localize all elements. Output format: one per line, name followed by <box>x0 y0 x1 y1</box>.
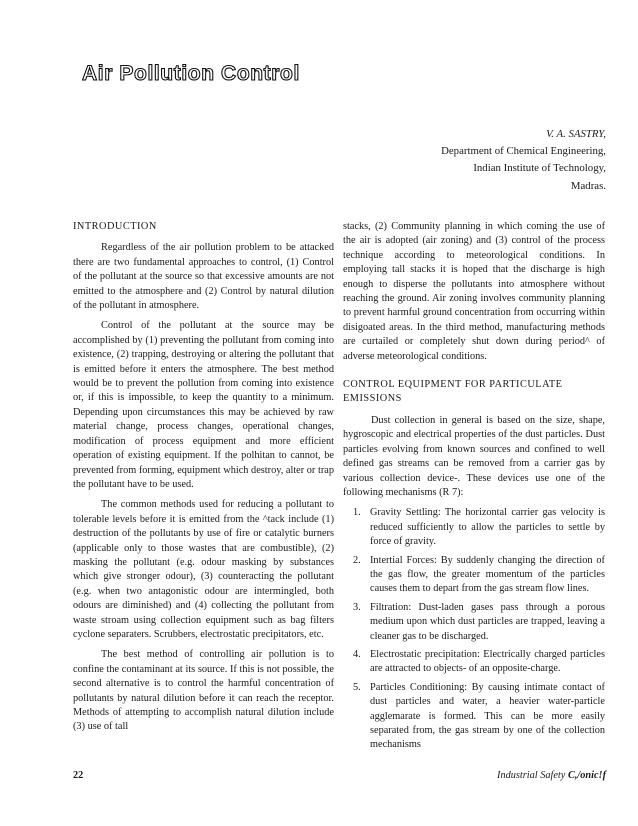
list-item <box>343 506 605 549</box>
list-text: Particles Conditioning: By causing intimate contact of dust particles and water, a heavier water-particle agglemarate is formed. This can be more easily separated from, the gas stream by one of the collection mechanisms <box>370 681 605 751</box>
right-column <box>343 220 605 757</box>
author-affiliation <box>286 126 606 195</box>
list-number: 2. <box>353 554 361 566</box>
list-text: Intertial Forces: By suddenly changing the direction of the gas flow, the greater momentum of the particles causes them to depart from the gas stream flow lines. <box>370 554 605 595</box>
author-institute: Indian Institute of Technology, <box>473 162 606 175</box>
paragraph: stacks, (2) Community planning in which coming the use of the air is adopted (air zoning) and (3) control of the process technique according to meteorological conditions. In employing tall stacks it is hoped that the discharge is high enough to disperse the pollutants into atmosphere without reaching the ground. Air zoning involves community planning to prevent harmful ground concentration from occurring within disigoated areas. In the third method, manufacturing methods are curtailed or completely shut down during period^ of adverse meteorological conditions. <box>343 221 605 362</box>
heading-line: CONTROL EQUIPMENT FOR PARTICULATE <box>343 379 563 391</box>
list-number: 1. <box>353 507 361 519</box>
paragraph: The common methods used for reducing a pollutant to tolerable levels before it is emitted from the ^tack include (1) destruction of the pollutants by use of fire or catalytic burners (applicable only to those wastes that are combustible), (2) masking the pollutant (e.g. odour masking by substances which give stronger odour), (3) counteracting the pollutant (e.g. when two antagonistic odour are intermingled, both odours are diminished) and (4) collecting the pollutant from waste stroam using collection equipment such as bag filters cyclone separaters. Scrubbers, electrostatic precipitators, etc. <box>73 499 334 640</box>
list-text: Electrostatic precipitation: Electrically charged particles are attracted to objects- of an opposite-charge. <box>370 648 605 675</box>
mechanism-list <box>343 506 605 753</box>
list-item <box>343 681 605 753</box>
page-number: 22 <box>73 770 84 781</box>
journal-name <box>497 770 606 781</box>
paragraph: Control of the pollutant at the source may be accomplished by (1) preventing the pollutant from coming into existence, (2) trapping, destroying or altering the pollutant that is emitted before it enters the atmosphere. The best method would be to prevent the pollution from coming into existence or, if this is impossible, to keep the quantity to a minimum. Depending upon circumstances this may be achieved by raw material change, process changes, operational changes, modification of process equipment and more efficient operation of existing equipment. If the polhitan to cannot, be prevented from forming, equipment which destroy, alter or trap the pollutant have to be used. <box>73 320 334 490</box>
paragraph: Regardless of the air pollution problem to be attacked there are two fundamental approaches to control, (1) Control of the pollutant at the source so that excessive amounts are not emitted to the atmosphere and (2) Control by natural dilution of the pollutant in atmosphere. <box>73 242 334 312</box>
author-department: Department of Chemical Engineering, <box>441 145 606 158</box>
section-heading-introduction: INTRODUCTION <box>73 221 157 232</box>
left-column <box>73 220 334 741</box>
journal-issue: C,/onic!f <box>567 770 606 781</box>
list-item <box>343 648 605 677</box>
article-title: Air Pollution Control <box>82 62 300 85</box>
journal-title: Industrial Safety <box>497 770 566 781</box>
list-number: 4. <box>353 648 361 660</box>
list-item <box>343 601 605 644</box>
heading-line: EMISSIONS <box>343 393 402 405</box>
list-number: 5. <box>353 681 361 693</box>
paragraph: The best method of controlling air pollution is to confine the contaminant at its source. If this is not possible, the second alternative is to control the harmful concentration of pollutants by natural dilution before it can reach the receptor. Methods of attempting to accomplish natural dilution include (3) use of tall <box>73 649 334 733</box>
paragraph: Dust collection in general is based on the size, shape, hygroscopic and electrical properties of the dust particles. Dust particles evolving from known sources and confined to well defined gas streams can be removed from a carrier gas by various collection device-. These devices use one of the following mechanisms (R 7): <box>343 414 605 498</box>
section-heading-control-equipment <box>343 378 605 407</box>
author-name: V. A. SASTRY, <box>546 128 606 140</box>
author-city: Madras. <box>570 179 606 192</box>
list-text: Filtration: Dust-laden gases pass through a porous medium upon which dust particles are trapped, leaving a cleaner gas to be discharged. <box>370 601 605 642</box>
list-item <box>343 554 605 597</box>
list-text: Gravity Settling: The horizontal carrier gas velocity is reduced sufficiently to allow the particles to settle by force of gravity. <box>370 507 605 548</box>
list-number: 3. <box>353 601 361 613</box>
